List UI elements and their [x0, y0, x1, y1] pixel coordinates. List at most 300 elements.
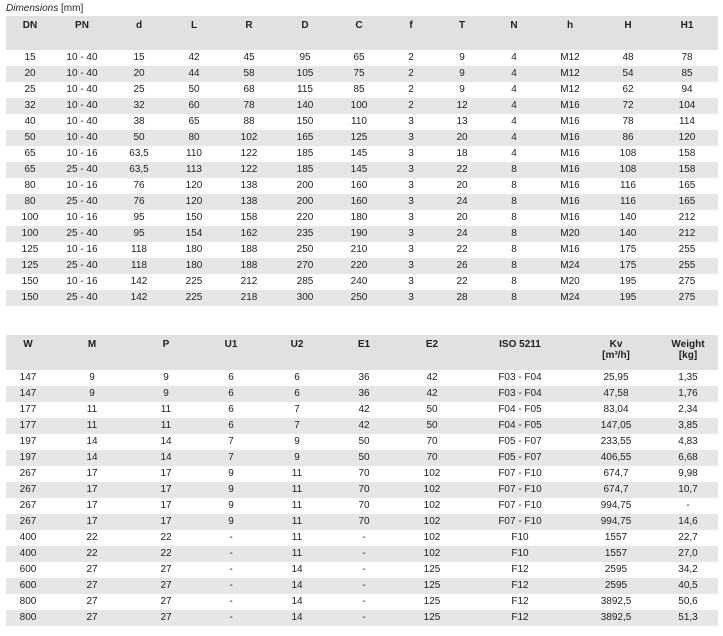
table-cell: 13	[436, 114, 488, 130]
table-cell: 145	[332, 146, 386, 162]
table-cell: 10 - 40	[54, 114, 110, 130]
table-cell: 65	[168, 114, 220, 130]
table-cell: M16	[540, 98, 600, 114]
table-cell: 267	[6, 498, 50, 514]
table-cell: 177	[6, 402, 50, 418]
table-cell: 17	[50, 466, 134, 482]
table-row	[6, 178, 718, 194]
table-cell: 6	[264, 370, 330, 386]
table-cell: 8	[488, 226, 540, 242]
table-cell: 7	[264, 418, 330, 434]
table-cell: 36	[330, 370, 398, 386]
table-cell: 78	[600, 114, 656, 130]
table-cell: 28	[436, 290, 488, 306]
dimensions-header-cell: D	[278, 16, 332, 50]
table-cell: 197	[6, 450, 50, 466]
table-cell: 108	[600, 162, 656, 178]
table-cell: 42	[330, 402, 398, 418]
table-row	[6, 546, 718, 562]
table-cell: F04 - F05	[466, 418, 574, 434]
table-cell: 160	[332, 178, 386, 194]
table-cell: 9	[198, 498, 264, 514]
specs-header-label: W	[23, 339, 33, 350]
table-cell: 3	[386, 210, 436, 226]
table-cell: 100	[6, 210, 54, 226]
table-cell: M16	[540, 242, 600, 258]
table-cell: 95	[110, 210, 168, 226]
table-row	[6, 418, 718, 434]
table-cell: 994,75	[574, 498, 658, 514]
table-cell: 9,98	[658, 466, 718, 482]
table-cell: 70	[330, 466, 398, 482]
table-cell: 22	[50, 546, 134, 562]
table-cell: 165	[278, 130, 332, 146]
table-cell: 1,35	[658, 370, 718, 386]
table-cell: 17	[50, 482, 134, 498]
table-cell: 15	[110, 50, 168, 66]
table-cell: -	[330, 546, 398, 562]
table-cell: 3	[386, 194, 436, 210]
table-cell: 63,5	[110, 146, 168, 162]
table-cell: 10 - 16	[54, 274, 110, 290]
table-cell: 6	[264, 386, 330, 402]
table-cell: 9	[50, 370, 134, 386]
table-cell: 9	[198, 466, 264, 482]
table-cell: 3	[386, 226, 436, 242]
table-cell: F10	[466, 546, 574, 562]
table-cell: 233,55	[574, 434, 658, 450]
table-cell: 20	[436, 210, 488, 226]
table-cell: 24	[436, 226, 488, 242]
table-cell: 994,75	[574, 514, 658, 530]
table-cell: 25	[6, 82, 54, 98]
table-cell: 600	[6, 578, 50, 594]
table-cell: 220	[278, 210, 332, 226]
table-cell: -	[330, 594, 398, 610]
table-cell: 6,68	[658, 450, 718, 466]
table-cell: 24	[436, 194, 488, 210]
dimensions-header-cell: H1	[656, 16, 718, 50]
table-cell: 3	[386, 258, 436, 274]
table-cell: 22	[134, 546, 198, 562]
table-cell: F12	[466, 562, 574, 578]
table-cell: 70	[398, 450, 466, 466]
table-cell: 150	[278, 114, 332, 130]
table-row	[6, 226, 718, 242]
table-cell: F07 - F10	[466, 466, 574, 482]
table-cell: 102	[220, 130, 278, 146]
table-cell: 122	[220, 162, 278, 178]
table-cell: 94	[656, 82, 718, 98]
table-row	[6, 162, 718, 178]
table-cell: 300	[278, 290, 332, 306]
table-row	[6, 450, 718, 466]
table-cell: 7	[198, 450, 264, 466]
table-cell: 25,95	[574, 370, 658, 386]
table-cell: 235	[278, 226, 332, 242]
specs-header-cell	[658, 335, 718, 370]
table-cell: -	[198, 578, 264, 594]
table-cell: 22	[436, 242, 488, 258]
table-cell: 50,6	[658, 594, 718, 610]
table-cell: 150	[6, 274, 54, 290]
specs-header-unit: [kg]	[678, 350, 698, 361]
table-cell: 3	[386, 290, 436, 306]
table-cell: M12	[540, 50, 600, 66]
table-cell: 86	[600, 130, 656, 146]
table-cell: 116	[600, 194, 656, 210]
dimensions-label: Dimensions	[6, 3, 59, 14]
table-row	[6, 562, 718, 578]
table-cell: 40	[6, 114, 54, 130]
table-cell: 22	[436, 162, 488, 178]
table-cell: 11	[264, 482, 330, 498]
table-cell: 212	[656, 226, 718, 242]
table-cell: 125	[6, 242, 54, 258]
specs-header-cell	[466, 335, 574, 370]
dimensions-header-cell: d	[110, 16, 168, 50]
table-cell: 100	[6, 226, 54, 242]
table-cell: -	[330, 530, 398, 546]
table-cell: 22,7	[658, 530, 718, 546]
dimensions-header-cell: PN	[54, 16, 110, 50]
table-cell: 10 - 40	[54, 66, 110, 82]
table-cell: 65	[6, 146, 54, 162]
dimensions-unit: [mm]	[61, 3, 84, 14]
table-cell: 11	[264, 498, 330, 514]
table-cell: 17	[50, 514, 134, 530]
table-cell: 80	[6, 194, 54, 210]
table-cell: 83,04	[574, 402, 658, 418]
table-cell: 125	[398, 610, 466, 626]
table-row	[6, 258, 718, 274]
table-cell: 17	[50, 498, 134, 514]
table-cell: 9	[50, 386, 134, 402]
table-cell: 118	[110, 258, 168, 274]
table-cell: 76	[110, 178, 168, 194]
table-cell: -	[330, 610, 398, 626]
table-cell: 674,7	[574, 466, 658, 482]
table-cell: 3	[386, 274, 436, 290]
table-cell: 27	[134, 562, 198, 578]
table-cell: 138	[220, 194, 278, 210]
table-cell: 1557	[574, 546, 658, 562]
table-row	[6, 530, 718, 546]
table-row	[6, 434, 718, 450]
table-row	[6, 98, 718, 114]
specs-header-cell	[398, 335, 466, 370]
table-cell: 102	[398, 482, 466, 498]
table-cell: 72	[600, 98, 656, 114]
table-cell: 100	[332, 98, 386, 114]
table-cell: 8	[488, 258, 540, 274]
table-cell: 11	[134, 402, 198, 418]
dimensions-header-cell: H	[600, 16, 656, 50]
dimensions-header-row	[6, 16, 718, 50]
table-cell: 50	[110, 130, 168, 146]
table-cell: 2	[386, 50, 436, 66]
table-cell: 3892,5	[574, 610, 658, 626]
table-cell: 8	[488, 194, 540, 210]
table-cell: 165	[656, 194, 718, 210]
table-cell: 3892,5	[574, 594, 658, 610]
table-cell: 102	[398, 530, 466, 546]
table-cell: 140	[600, 226, 656, 242]
table-cell: 25 - 40	[54, 290, 110, 306]
table-cell: 115	[278, 82, 332, 98]
table-cell: 197	[6, 434, 50, 450]
specs-header-cell	[264, 335, 330, 370]
table-cell: 76	[110, 194, 168, 210]
table-cell: -	[330, 578, 398, 594]
table-cell: 45	[220, 50, 278, 66]
table-cell: 12	[436, 98, 488, 114]
table-cell: 8	[488, 274, 540, 290]
table-cell: 8	[488, 290, 540, 306]
table-cell: 10 - 40	[54, 98, 110, 114]
table-cell: 400	[6, 530, 50, 546]
table-cell: 51,3	[658, 610, 718, 626]
table-cell: 9	[436, 66, 488, 82]
specs-header-label: Weight	[671, 339, 705, 350]
dimensions-header-cell: h	[540, 16, 600, 50]
specs-header-cell	[50, 335, 134, 370]
table-cell: 180	[168, 258, 220, 274]
table-row	[6, 514, 718, 530]
table-cell: 42	[330, 418, 398, 434]
table-cell: 11	[264, 514, 330, 530]
table-cell: M12	[540, 66, 600, 82]
specs-table	[6, 335, 718, 626]
table-cell: 25 - 40	[54, 226, 110, 242]
table-cell: 10 - 40	[54, 50, 110, 66]
table-row	[6, 290, 718, 306]
table-row	[6, 466, 718, 482]
table-cell: 177	[6, 418, 50, 434]
table-cell: 50	[6, 130, 54, 146]
table-cell: 78	[220, 98, 278, 114]
table-cell: 11	[264, 546, 330, 562]
table-cell: 138	[220, 178, 278, 194]
table-cell: 195	[600, 274, 656, 290]
table-cell: 102	[398, 498, 466, 514]
table-cell: 44	[168, 66, 220, 82]
table-cell: 10,7	[658, 482, 718, 498]
table-cell: F04 - F05	[466, 402, 574, 418]
table-cell: 7	[198, 434, 264, 450]
specs-header-label: P	[162, 339, 170, 350]
table-cell: 175	[600, 242, 656, 258]
table-cell: 40,5	[658, 578, 718, 594]
table-cell: 2595	[574, 562, 658, 578]
specs-header-label: E1	[357, 339, 371, 350]
table-cell: 11	[264, 466, 330, 482]
table-cell: M12	[540, 82, 600, 98]
table-cell: M16	[540, 210, 600, 226]
table-cell: 22	[50, 530, 134, 546]
table-cell: M16	[540, 146, 600, 162]
table-cell: 7	[264, 402, 330, 418]
table-cell: 27	[134, 610, 198, 626]
table-cell: 9	[436, 50, 488, 66]
specs-header-label: Kv	[609, 339, 623, 350]
table-cell: 154	[168, 226, 220, 242]
table-cell: 8	[488, 178, 540, 194]
table-cell: 147	[6, 386, 50, 402]
table-cell: 267	[6, 466, 50, 482]
table-cell: 2,34	[658, 402, 718, 418]
table-cell: 80	[168, 130, 220, 146]
table-cell: 70	[330, 482, 398, 498]
table-cell: 160	[332, 194, 386, 210]
table-row	[6, 66, 718, 82]
table-cell: 3	[386, 146, 436, 162]
table-cell: F03 - F04	[466, 370, 574, 386]
table-cell: 188	[220, 258, 278, 274]
table-cell: 180	[168, 242, 220, 258]
table-cell: 1,76	[658, 386, 718, 402]
table-cell: 142	[110, 290, 168, 306]
table-cell: 27,0	[658, 546, 718, 562]
table-cell: 110	[332, 114, 386, 130]
table-cell: F07 - F10	[466, 498, 574, 514]
table-cell: M20	[540, 274, 600, 290]
table-cell: F12	[466, 610, 574, 626]
table-cell: 210	[332, 242, 386, 258]
table-cell: 26	[436, 258, 488, 274]
table-cell: 4	[488, 114, 540, 130]
table-cell: 3	[386, 114, 436, 130]
table-cell: 17	[134, 482, 198, 498]
table-cell: 255	[656, 258, 718, 274]
table-cell: F03 - F04	[466, 386, 574, 402]
specs-header-cell	[6, 335, 50, 370]
specs-header-row	[6, 335, 718, 370]
table-cell: 27	[50, 562, 134, 578]
table-cell: 9	[436, 82, 488, 98]
table-cell: 140	[600, 210, 656, 226]
table-cell: 15	[6, 50, 54, 66]
table-cell: F07 - F10	[466, 482, 574, 498]
table-cell: 185	[278, 162, 332, 178]
table-cell: 27	[134, 594, 198, 610]
table-cell: 158	[656, 162, 718, 178]
table-cell: 42	[398, 386, 466, 402]
table-cell: F05 - F07	[466, 450, 574, 466]
table-row	[6, 210, 718, 226]
table-cell: 275	[656, 274, 718, 290]
table-cell: 14	[50, 434, 134, 450]
table-cell: 42	[168, 50, 220, 66]
table-cell: 3	[386, 242, 436, 258]
table-cell: 63,5	[110, 162, 168, 178]
table-cell: 60	[168, 98, 220, 114]
specs-body	[6, 370, 718, 626]
dimensions-body	[6, 50, 718, 306]
table-cell: 47,58	[574, 386, 658, 402]
table-cell: 95	[278, 50, 332, 66]
table-cell: 250	[278, 242, 332, 258]
table-cell: 9	[134, 386, 198, 402]
table-cell: 4,83	[658, 434, 718, 450]
table-cell: 4	[488, 82, 540, 98]
table-cell: 68	[220, 82, 278, 98]
table-cell: 17	[134, 514, 198, 530]
table-cell: 65	[332, 50, 386, 66]
specs-header-cell	[198, 335, 264, 370]
table-cell: M24	[540, 290, 600, 306]
table-cell: 3	[386, 162, 436, 178]
table-cell: 36	[330, 386, 398, 402]
table-cell: -	[198, 562, 264, 578]
table-cell: F07 - F10	[466, 514, 574, 530]
specs-header-unit: [m³/h]	[602, 350, 630, 361]
table-cell: 800	[6, 610, 50, 626]
table-cell: 2	[386, 98, 436, 114]
table-cell: 70	[398, 434, 466, 450]
table-cell: 674,7	[574, 482, 658, 498]
table-row	[6, 386, 718, 402]
table-cell: 10 - 16	[54, 242, 110, 258]
table-cell: M16	[540, 178, 600, 194]
table-cell: 200	[278, 194, 332, 210]
table-cell: -	[198, 546, 264, 562]
table-cell: 4	[488, 98, 540, 114]
specs-header-cell	[330, 335, 398, 370]
table-cell: 120	[656, 130, 718, 146]
table-cell: 9	[264, 434, 330, 450]
table-cell: 4	[488, 130, 540, 146]
table-cell: 162	[220, 226, 278, 242]
table-cell: 8	[488, 210, 540, 226]
table-cell: 200	[278, 178, 332, 194]
table-cell: M16	[540, 162, 600, 178]
table-cell: 212	[220, 274, 278, 290]
specs-header-label: U2	[290, 339, 304, 350]
table-cell: 65	[6, 162, 54, 178]
table-cell: 11	[50, 402, 134, 418]
table-cell: 38	[110, 114, 168, 130]
table-cell: 8	[488, 242, 540, 258]
table-cell: F12	[466, 594, 574, 610]
table-cell: 70	[330, 498, 398, 514]
table-cell: 195	[600, 290, 656, 306]
table-cell: 114	[656, 114, 718, 130]
table-cell: 125	[332, 130, 386, 146]
table-cell: 120	[168, 194, 220, 210]
table-cell: 14	[134, 450, 198, 466]
table-cell: 102	[398, 514, 466, 530]
table-cell: 6	[198, 386, 264, 402]
table-cell: 27	[50, 610, 134, 626]
table-cell: 800	[6, 594, 50, 610]
table-cell: 150	[168, 210, 220, 226]
dimensions-header-cell: DN	[6, 16, 54, 50]
specs-header-cell	[134, 335, 198, 370]
table-cell: 54	[600, 66, 656, 82]
table-cell: 4	[488, 50, 540, 66]
table-cell: -	[198, 610, 264, 626]
table-row	[6, 146, 718, 162]
table-cell: 240	[332, 274, 386, 290]
table-cell: 14	[264, 578, 330, 594]
dimensions-header-cell: f	[386, 16, 436, 50]
table-cell: 118	[110, 242, 168, 258]
table-cell: 85	[332, 82, 386, 98]
dimensions-header-cell: N	[488, 16, 540, 50]
table-cell: 58	[220, 66, 278, 82]
table-cell: 10 - 40	[54, 130, 110, 146]
